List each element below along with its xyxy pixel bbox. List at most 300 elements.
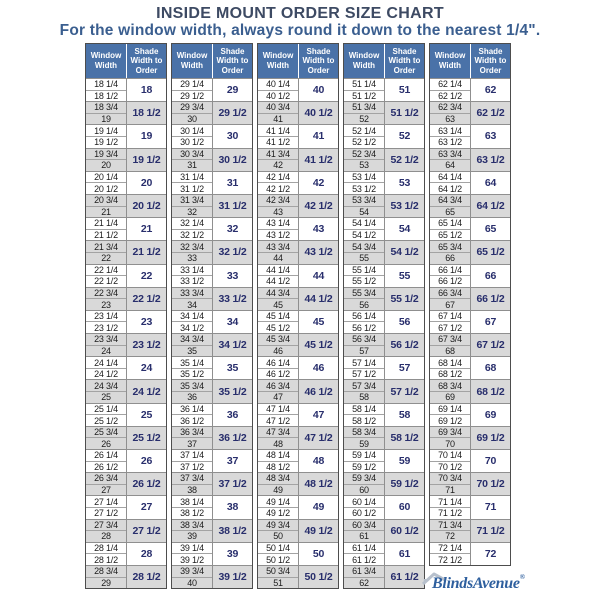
shade-width-cell: 47: [312, 408, 325, 421]
shade-width-cell: 29: [226, 84, 239, 97]
window-width-cells: [344, 195, 385, 217]
window-width-cell: 19: [86, 113, 126, 125]
shade-width-cell: 63 1/2: [476, 153, 505, 166]
window-width-cell: 45 1/2: [258, 321, 298, 333]
window-width-cells: [86, 195, 127, 217]
row-group: [172, 194, 252, 217]
shade-width-cell: 33 1/2: [218, 292, 247, 305]
shade-width-cell: 59: [398, 455, 411, 468]
window-width-cell: 64 1/4: [438, 172, 462, 183]
window-width-cell: 54: [344, 206, 384, 218]
row-group: [86, 101, 166, 124]
window-width-cell: 44 1/4: [266, 264, 290, 275]
window-width-cells: [172, 79, 213, 101]
window-width-cell: 57 3/4: [352, 380, 376, 391]
shade-width-cell: 65 1/2: [476, 246, 505, 259]
row-group: [344, 356, 424, 379]
shade-width-cell: 50: [312, 547, 325, 560]
window-width-cells: [172, 427, 213, 449]
column-pair-2: [171, 43, 253, 589]
window-width-cell: 48 1/2: [258, 461, 298, 473]
row-group: [172, 403, 252, 426]
shade-width-cell: 64: [484, 176, 497, 189]
shade-width-cell: 28 1/2: [132, 571, 161, 584]
window-width-cell: 54 1/4: [352, 218, 376, 229]
window-width-cells: [258, 566, 299, 588]
shade-width-header: Shade Width to Order: [130, 46, 163, 75]
row-group: [172, 171, 252, 194]
window-width-cells: [344, 288, 385, 310]
window-width-cell: 50: [258, 530, 298, 542]
window-width-cell: 32 1/2: [172, 229, 212, 241]
row-group: [172, 148, 252, 171]
shade-width-cell: 67: [484, 315, 497, 328]
window-width-cell: 71 1/4: [438, 496, 462, 507]
row-group: [344, 101, 424, 124]
row-group: [172, 310, 252, 333]
shade-width-header: Shade Width to Order: [302, 46, 335, 75]
window-width-cell: 59: [344, 437, 384, 449]
shade-width-cell: 30 1/2: [218, 153, 247, 166]
window-width-cell: 64 1/2: [430, 182, 470, 194]
window-width-cell: 65: [430, 206, 470, 218]
window-width-cell: 50 3/4: [266, 566, 290, 577]
window-width-cells: [344, 496, 385, 518]
window-width-cell: 56 1/4: [352, 311, 376, 322]
row-group: [344, 148, 424, 171]
window-width-cells: [86, 520, 127, 542]
window-width-cell: 57 1/2: [344, 368, 384, 380]
window-width-cells: [86, 288, 127, 310]
shade-width-cell: 35: [226, 362, 239, 375]
window-width-cells: [430, 450, 471, 472]
shade-width-cell: 48 1/2: [304, 478, 333, 491]
window-width-cell: 28: [86, 530, 126, 542]
shade-width-cell: 39 1/2: [218, 571, 247, 584]
window-width-cells: [344, 265, 385, 287]
window-width-cells: [344, 357, 385, 379]
window-width-cells: [86, 102, 127, 124]
shade-width-cell: 20: [140, 176, 153, 189]
shade-width-cell: 31: [226, 176, 239, 189]
window-width-cell: 38 1/2: [172, 507, 212, 519]
window-width-cell: 42 3/4: [266, 195, 290, 206]
row-group: [344, 495, 424, 518]
row-group: [430, 264, 510, 287]
row-group: [430, 403, 510, 426]
window-width-cell: 62 3/4: [438, 102, 462, 113]
window-width-cells: [430, 496, 471, 518]
window-width-cell: 68 3/4: [438, 380, 462, 391]
column-pair-4: [343, 43, 425, 589]
shade-width-cell: 59 1/2: [390, 478, 419, 491]
window-width-cell: 67: [430, 298, 470, 310]
shade-width-cell: 40: [312, 84, 325, 97]
shade-width-cell: 40 1/2: [304, 107, 333, 120]
window-width-cells: [344, 473, 385, 495]
row-group: [258, 101, 338, 124]
window-width-cells: [430, 288, 471, 310]
window-width-cell: 63 3/4: [438, 148, 462, 159]
row-group: [86, 240, 166, 263]
window-width-cell: 29 3/4: [180, 102, 204, 113]
shade-width-cell: 48: [312, 455, 325, 468]
row-group: [86, 519, 166, 542]
window-width-cell: 72 1/4: [438, 543, 462, 554]
window-width-cell: 66 1/4: [438, 264, 462, 275]
window-width-cell: 62: [344, 577, 384, 589]
window-width-cell: 41 1/2: [258, 136, 298, 148]
window-width-cell: 28 3/4: [94, 566, 118, 577]
shade-width-header: Shade Width to Order: [388, 46, 421, 75]
window-width-cell: 68 1/4: [438, 357, 462, 368]
window-width-cell: 24 3/4: [94, 380, 118, 391]
row-group: [172, 124, 252, 147]
window-width-cells: [430, 357, 471, 379]
window-width-cell: 30 1/2: [172, 136, 212, 148]
window-width-cell: 69: [430, 391, 470, 403]
window-width-cell: 42 1/2: [258, 182, 298, 194]
shade-width-cell: 28: [140, 547, 153, 560]
window-width-cells: [430, 404, 471, 426]
window-width-cells: [86, 404, 127, 426]
shade-width-cell: 72: [484, 547, 497, 560]
row-group: [344, 379, 424, 402]
window-width-cell: 31 1/2: [172, 182, 212, 194]
shade-width-cell: 55: [398, 269, 411, 282]
shade-width-cell: 22 1/2: [132, 292, 161, 305]
row-group: [86, 449, 166, 472]
row-group: [258, 124, 338, 147]
window-width-cells: [172, 149, 213, 171]
window-width-cell: 66 1/2: [430, 275, 470, 287]
window-width-cells: [344, 241, 385, 263]
shade-width-cell: 38 1/2: [218, 524, 247, 537]
window-width-cell: 33 1/2: [172, 275, 212, 287]
window-width-cell: 68: [430, 345, 470, 357]
registered-trademark: ®: [519, 573, 525, 581]
window-width-cell: 36 3/4: [180, 427, 204, 438]
window-width-cells: [86, 265, 127, 287]
row-group: [86, 217, 166, 240]
window-width-cells: [258, 195, 299, 217]
window-width-cell: 64 3/4: [438, 195, 462, 206]
window-width-cells: [86, 473, 127, 495]
window-width-cell: 35 1/4: [180, 357, 204, 368]
row-group: [430, 356, 510, 379]
window-width-cell: 63 1/4: [438, 125, 462, 136]
window-width-cell: 64: [430, 159, 470, 171]
window-width-cell: 33: [172, 252, 212, 264]
window-width-cell: 24: [86, 345, 126, 357]
row-group: [258, 565, 338, 588]
window-width-cell: 59 3/4: [352, 473, 376, 484]
window-width-cell: 68 1/2: [430, 368, 470, 380]
shade-width-cell: 34 1/2: [218, 339, 247, 352]
window-width-cell: 35 3/4: [180, 380, 204, 391]
window-width-cell: 58 1/2: [344, 414, 384, 426]
window-width-cells: [258, 311, 299, 333]
page-subtitle: For the window width, always round it down to the nearest 1/4".: [59, 22, 541, 39]
window-width-cells: [172, 265, 213, 287]
shade-width-cell: 35 1/2: [218, 385, 247, 398]
row-group: [430, 217, 510, 240]
window-width-cell: 65 1/2: [430, 229, 470, 241]
window-width-cell: 29 1/4: [180, 79, 204, 90]
window-width-cell: 19 3/4: [94, 148, 118, 159]
row-group: [172, 356, 252, 379]
window-width-cells: [344, 172, 385, 194]
row-group: [430, 287, 510, 310]
window-width-cell: 18 1/2: [86, 90, 126, 102]
window-width-cell: 45: [258, 298, 298, 310]
window-width-cell: 31 3/4: [180, 195, 204, 206]
window-width-cell: 33 3/4: [180, 287, 204, 298]
row-group: [344, 542, 424, 565]
window-width-cells: [258, 543, 299, 565]
window-width-cell: 51: [258, 577, 298, 589]
window-width-cell: 21 3/4: [94, 241, 118, 252]
shade-width-cell: 57 1/2: [390, 385, 419, 398]
window-width-cell: 24 1/4: [94, 357, 118, 368]
window-width-cell: 25 1/4: [94, 403, 118, 414]
shade-width-cell: 64 1/2: [476, 200, 505, 213]
window-width-cells: [258, 288, 299, 310]
window-width-cell: 62 1/2: [430, 90, 470, 102]
window-width-cells: [86, 149, 127, 171]
window-width-cells: [258, 357, 299, 379]
window-width-cells: [86, 241, 127, 263]
shade-width-cell: 19: [140, 130, 153, 143]
size-chart-table: [85, 43, 511, 589]
shade-width-cell: 56 1/2: [390, 339, 419, 352]
window-width-cell: 47: [258, 391, 298, 403]
window-width-cell: 28 1/4: [94, 543, 118, 554]
window-width-cell: 60 1/4: [352, 496, 376, 507]
row-group: [344, 403, 424, 426]
window-width-cells: [430, 380, 471, 402]
window-width-cell: 21 1/2: [86, 229, 126, 241]
row-group: [258, 403, 338, 426]
row-group: [430, 472, 510, 495]
shade-width-cell: 54 1/2: [390, 246, 419, 259]
row-group: [172, 426, 252, 449]
window-width-cell: 54 1/2: [344, 229, 384, 241]
window-width-cell: 43 1/2: [258, 229, 298, 241]
row-group: [430, 171, 510, 194]
window-width-cell: 48 3/4: [266, 473, 290, 484]
window-width-cells: [258, 380, 299, 402]
logo-text: BlindsAvenue®: [432, 573, 525, 592]
window-width-cell: 60 3/4: [352, 519, 376, 530]
shade-width-cell: 58 1/2: [390, 431, 419, 444]
row-group: [86, 264, 166, 287]
shade-width-cell: 56: [398, 315, 411, 328]
row-group: [258, 426, 338, 449]
row-group: [344, 217, 424, 240]
window-width-cell: 53 1/4: [352, 172, 376, 183]
window-width-cells: [172, 357, 213, 379]
window-width-cell: 20 1/2: [86, 182, 126, 194]
row-group: [430, 124, 510, 147]
window-width-cell: 23 1/4: [94, 311, 118, 322]
window-width-cell: 65 3/4: [438, 241, 462, 252]
window-width-cell: 37 1/2: [172, 461, 212, 473]
window-width-cells: [430, 79, 471, 101]
window-width-cell: 31 1/4: [180, 172, 204, 183]
window-width-cell: 61 1/2: [344, 553, 384, 565]
shade-width-cell: 47 1/2: [304, 431, 333, 444]
window-width-cell: 52 1/4: [352, 125, 376, 136]
window-width-cell: 53 3/4: [352, 195, 376, 206]
row-group: [344, 287, 424, 310]
shade-width-cell: 44: [312, 269, 325, 282]
window-width-cells: [86, 218, 127, 240]
window-width-cells: [258, 241, 299, 263]
row-group: [258, 240, 338, 263]
row-group: [430, 101, 510, 124]
shade-width-cell: 44 1/2: [304, 292, 333, 305]
shade-width-cell: 38: [226, 501, 239, 514]
shade-width-cell: 32: [226, 223, 239, 236]
shade-width-cell: 37: [226, 455, 239, 468]
column-header: [430, 44, 510, 78]
window-width-cell: 40 3/4: [266, 102, 290, 113]
window-width-cell: 53: [344, 159, 384, 171]
window-width-cell: 41: [258, 113, 298, 125]
row-group: [86, 495, 166, 518]
shade-width-cell: 25: [140, 408, 153, 421]
window-width-cell: 47 1/2: [258, 414, 298, 426]
window-width-cell: 56: [344, 298, 384, 310]
shade-width-cell: 66 1/2: [476, 292, 505, 305]
window-width-cell: 27: [86, 484, 126, 496]
row-group: [172, 379, 252, 402]
window-width-cell: 43: [258, 206, 298, 218]
window-width-cell: 55 1/4: [352, 264, 376, 275]
row-group: [172, 565, 252, 588]
shade-width-cell: 31 1/2: [218, 200, 247, 213]
shade-width-cell: 26: [140, 455, 153, 468]
window-width-cell: 58 1/4: [352, 403, 376, 414]
row-group: [430, 310, 510, 333]
window-width-cell: 20 1/4: [94, 172, 118, 183]
window-width-cell: 41 1/4: [266, 125, 290, 136]
window-width-cell: 55 3/4: [352, 287, 376, 298]
window-width-cell: 36 1/2: [172, 414, 212, 426]
row-group: [344, 426, 424, 449]
window-width-cell: 61 1/4: [352, 543, 376, 554]
window-width-cell: 32: [172, 206, 212, 218]
column-pair-3: [257, 43, 339, 589]
window-width-cells: [258, 520, 299, 542]
shade-width-cell: 71 1/2: [476, 524, 505, 537]
row-group: [86, 310, 166, 333]
window-width-cells: [430, 218, 471, 240]
window-width-cell: 50 1/2: [258, 553, 298, 565]
row-group: [430, 519, 510, 542]
window-width-cell: 63: [430, 113, 470, 125]
row-group: [86, 356, 166, 379]
window-width-cells: [258, 125, 299, 147]
window-width-cell: 62 1/4: [438, 79, 462, 90]
shade-width-cell: 43: [312, 223, 325, 236]
row-group: [430, 194, 510, 217]
window-width-cell: 21 1/4: [94, 218, 118, 229]
column-pair-5: [429, 43, 511, 566]
window-width-cell: 52 3/4: [352, 148, 376, 159]
window-width-cell: 27 3/4: [94, 519, 118, 530]
row-group: [344, 519, 424, 542]
window-width-cell: 23: [86, 298, 126, 310]
row-group: [172, 101, 252, 124]
window-width-cell: 29: [86, 577, 126, 589]
column-header: [344, 44, 424, 78]
window-width-cells: [172, 311, 213, 333]
window-width-cells: [258, 334, 299, 356]
window-width-cells: [430, 102, 471, 124]
shade-width-cell: 50 1/2: [304, 571, 333, 584]
window-width-cell: 46 1/2: [258, 368, 298, 380]
window-width-cell: 40 1/2: [258, 90, 298, 102]
row-group: [86, 403, 166, 426]
row-group: [430, 333, 510, 356]
shade-width-cell: 21: [140, 223, 153, 236]
window-width-cells: [172, 496, 213, 518]
row-group: [172, 240, 252, 263]
window-width-cell: 59 1/4: [352, 450, 376, 461]
window-width-cell: 71 1/2: [430, 507, 470, 519]
row-group: [172, 333, 252, 356]
row-group: [430, 426, 510, 449]
window-width-cells: [344, 520, 385, 542]
window-width-cells: [344, 311, 385, 333]
row-group: [258, 472, 338, 495]
row-group: [258, 148, 338, 171]
window-width-cell: 71: [430, 484, 470, 496]
row-group: [258, 217, 338, 240]
shade-width-cell: 55 1/2: [390, 292, 419, 305]
window-width-cell: 53 1/2: [344, 182, 384, 194]
window-width-cell: 38: [172, 484, 212, 496]
window-width-cell: 69 1/4: [438, 403, 462, 414]
column-header: [172, 44, 252, 78]
window-width-cell: 34: [172, 298, 212, 310]
window-width-cell: 52: [344, 113, 384, 125]
window-width-cell: 56 1/2: [344, 321, 384, 333]
window-width-cell: 47 1/4: [266, 403, 290, 414]
row-group: [258, 519, 338, 542]
page-title: INSIDE MOUNT ORDER SIZE CHART: [156, 5, 444, 22]
shade-width-cell: 24: [140, 362, 153, 375]
window-width-cell: 30: [172, 113, 212, 125]
row-group: [258, 310, 338, 333]
window-width-cell: 34 1/4: [180, 311, 204, 322]
window-width-cells: [430, 265, 471, 287]
shade-width-cell: 26 1/2: [132, 478, 161, 491]
shade-width-cell: 25 1/2: [132, 431, 161, 444]
shade-width-cell: 36: [226, 408, 239, 421]
column-header: [86, 44, 166, 78]
window-width-header: Window Width: [258, 44, 299, 78]
window-width-cell: 51 1/4: [352, 79, 376, 90]
shade-width-cell: 43 1/2: [304, 246, 333, 259]
shade-width-cell: 23 1/2: [132, 339, 161, 352]
row-group: [344, 264, 424, 287]
window-width-cells: [430, 195, 471, 217]
window-width-cells: [258, 427, 299, 449]
window-width-cells: [172, 195, 213, 217]
